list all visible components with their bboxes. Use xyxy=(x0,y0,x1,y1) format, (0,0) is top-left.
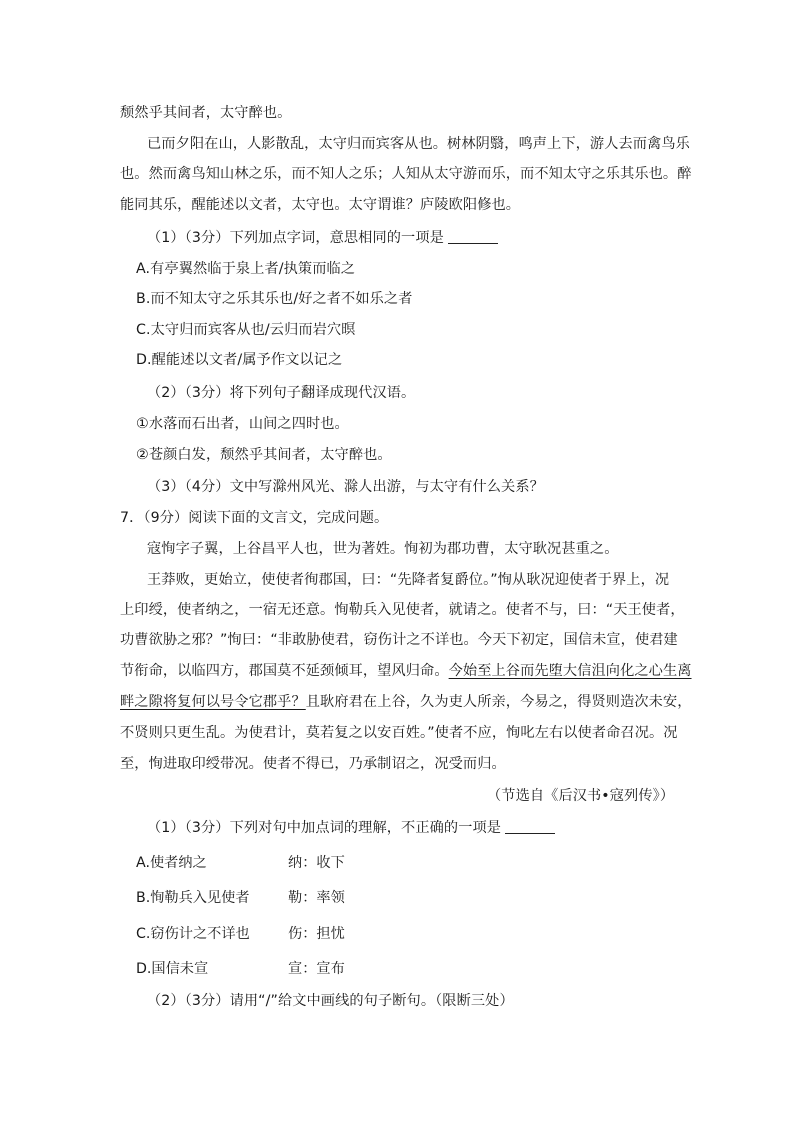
q7-passage-line: 功曹欲胁之邪？”恂曰：“非敢胁使君，窃伤计之不详也。今天下初定，国信未宣，使君建 xyxy=(120,632,678,648)
q7-option-c-meaning: 伤：担忧 xyxy=(288,926,345,942)
q7-passage-line: 王莽败，更始立，使使者徇郡国，曰：“先降者复爵位。”恂从耿况迎使者于界上，况 xyxy=(147,572,670,588)
passage1-line: 也。然而禽鸟知山林之乐，而不知人之乐；人知从太守游而乐，而不知太守之乐其乐也。醉 xyxy=(120,166,692,182)
underlined-sentence: 今始至上谷而先堕大信沮向化之心生离 xyxy=(448,663,692,679)
answer-blank xyxy=(448,229,498,244)
q7-passage-line: 节衔命，以临四方，郡国莫不延颈倾耳，望风归命。今始至上谷而先堕大信沮向化之心生离 xyxy=(120,663,692,679)
q7-option-b-meaning: 勒：率领 xyxy=(288,890,345,906)
q6-option-c: C.太守归而宾客从也/云归而岩穴暝 xyxy=(136,322,356,338)
q7-option-a-meaning: 纳：收下 xyxy=(288,855,345,871)
q7-sub2-stem: （2）（3分）请用“/”给文中画线的句子断句。（限断三处） xyxy=(147,993,514,1009)
q6-option-b: B.而不知太守之乐其乐也/好之者不如乐之者 xyxy=(136,291,413,307)
q6-sub2-item: ①水落而石出者，山间之四时也。 xyxy=(136,416,349,432)
q6-option-a: A.有亭翼然临于泉上者/执策而临之 xyxy=(136,261,356,277)
q7-option-d-word: D.国信未宣 xyxy=(136,961,209,977)
q6-sub2-stem: （2）（3分）将下列句子翻译成现代汉语。 xyxy=(147,385,416,401)
passage1-line: 颓然乎其间者，太守醉也。 xyxy=(120,105,292,121)
passage1-line: 已而夕阳在山，人影散乱，太守归而宾客从也。树林阴翳，鸣声上下，游人去而禽鸟乐 xyxy=(147,136,690,152)
q7-heading: 7．（9分）阅读下面的文言文，完成问题。 xyxy=(120,510,389,526)
underlined-sentence: 畔之隙将复何以号令它郡乎？ xyxy=(120,694,306,710)
q7-option-c-word: C.窃伤计之不详也 xyxy=(136,926,250,942)
q7-option-d-meaning: 宣：宣布 xyxy=(288,961,345,977)
q7-passage-line: 寇恂字子翼，上谷昌平人也，世为著姓。恂初为郡功曹，太守耿况甚重之。 xyxy=(147,541,619,557)
q7-passage-line: 至，恂进取印绶带况。使者不得已，乃承制诏之，况受而归。 xyxy=(120,756,506,772)
q7-option-b-word: B.恂勒兵入见使者 xyxy=(136,890,250,906)
q7-passage-line: 不贤则只更生乱。为使君计，莫若复之以安百姓。”使者不应，恂叱左右以使者命召况。况 xyxy=(120,725,678,741)
q6-sub1-stem: （1）（3分）下列加点字词，意思相同的一项是 xyxy=(147,228,498,248)
q7-source: （节选自《后汉书•寇列传》） xyxy=(487,788,675,804)
q6-option-d: D.醒能述以文者/属予作文以记之 xyxy=(136,352,343,368)
q7-passage-line: 上印绶，使者纳之，一宿无还意。恂勒兵入见使者，就请之。使者不与，曰：“天王使者， xyxy=(120,602,685,618)
q6-sub2-item: ②苍颜白发，颓然乎其间者，太守醉也。 xyxy=(136,447,392,463)
q7-passage-line: 畔之隙将复何以号令它郡乎？且耿府君在上谷，久为吏人所亲，今易之，得贤则造次未安， xyxy=(120,694,692,710)
passage1-line: 能同其乐，醒能述以文者，太守也。太守谓谁？庐陵欧阳修也。 xyxy=(120,197,521,213)
q7-option-a-word: A.使者纳之 xyxy=(136,855,207,871)
answer-blank xyxy=(505,819,555,834)
q7-sub1-stem: （1）（3分）下列对句中加点词的理解，不正确的一项是 xyxy=(147,818,555,838)
q6-sub3-stem: （3）（4分）文中写滁州风光、滁人出游，与太守有什么关系？ xyxy=(147,479,544,495)
